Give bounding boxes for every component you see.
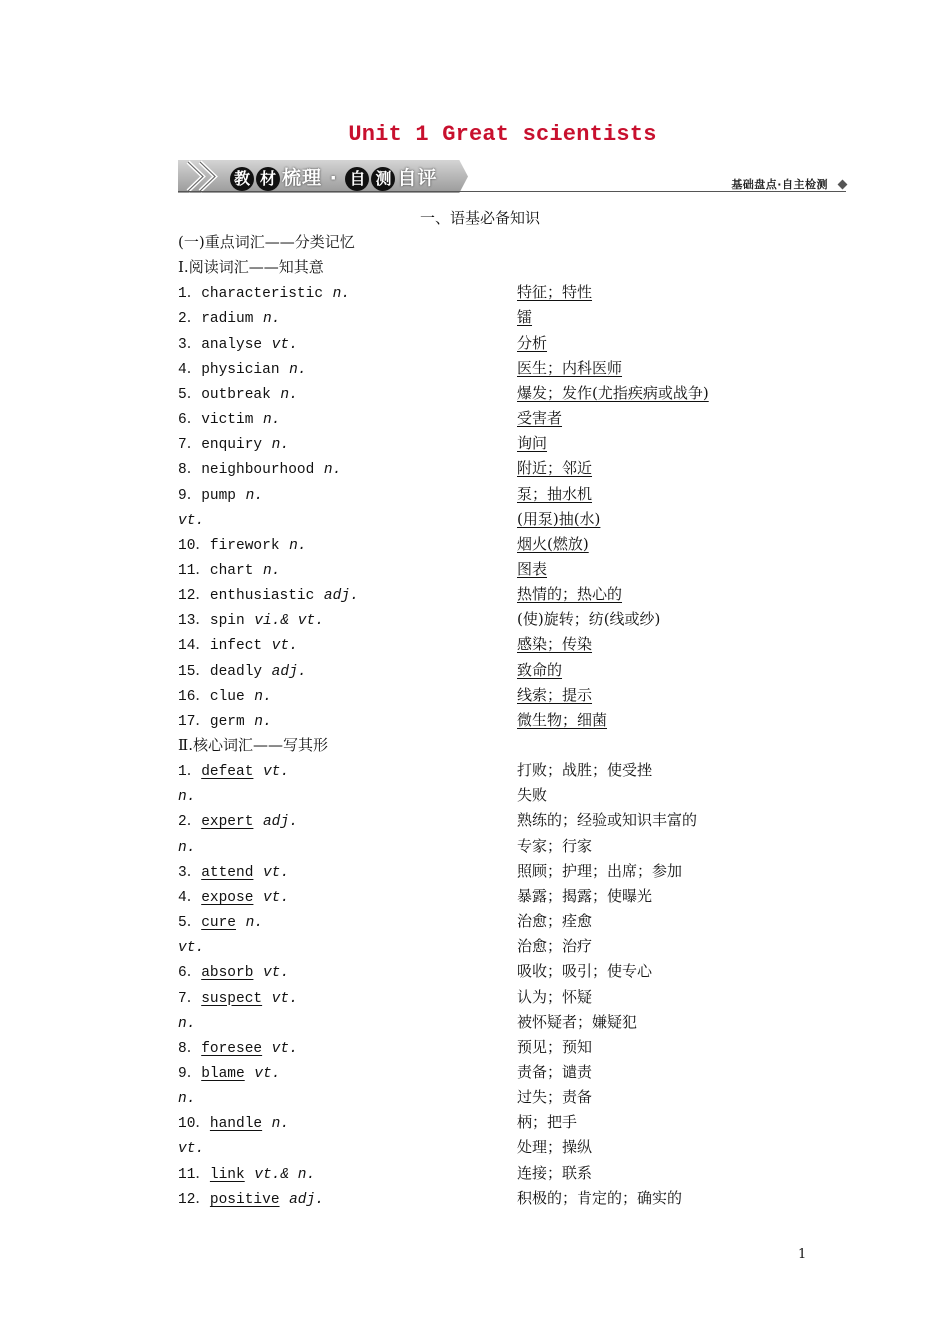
vocab-word: suspect	[201, 990, 263, 1007]
part-of-speech: vt.	[271, 990, 298, 1007]
meaning-cell	[517, 784, 547, 806]
part-of-speech: n.	[245, 915, 263, 932]
vocab-row	[178, 306, 280, 328]
part-of-speech: n.	[178, 839, 196, 856]
meaning-cell	[517, 583, 622, 605]
vocab-row	[178, 935, 204, 957]
meaning-cell	[517, 306, 532, 328]
vocab-row	[178, 1162, 315, 1184]
item-number: 4．	[178, 889, 202, 906]
item-number: 5．	[178, 386, 202, 403]
vocab-word: pump	[201, 487, 237, 504]
vocab-meaning: 镭	[517, 308, 533, 327]
diamond-icon	[838, 180, 848, 190]
banner-char: 自	[345, 167, 369, 191]
item-number: 12．	[178, 588, 210, 605]
vocab-meaning: (用泵)抽(水)	[517, 509, 601, 528]
item-number: 15．	[178, 663, 210, 680]
vocab-word: foresee	[201, 1040, 263, 1057]
part-of-speech: vt.	[262, 889, 290, 906]
vocab-row	[178, 357, 306, 379]
meaning-cell	[517, 935, 592, 957]
vocab-meaning: 吸收；吸引；使专心	[517, 962, 653, 981]
vocab-word: attend	[201, 864, 254, 881]
vocab-row	[178, 1036, 298, 1058]
part-of-speech: vt.	[178, 1141, 205, 1158]
meaning-cell	[517, 1086, 592, 1108]
meaning-cell	[517, 684, 592, 706]
meaning-cell	[517, 1162, 592, 1184]
vocab-row	[178, 659, 306, 681]
meaning-cell	[517, 1136, 592, 1158]
part-of-speech: vt.	[262, 864, 290, 881]
part-of-speech: vt.	[262, 764, 290, 781]
vocab-meaning: 连接；联系	[517, 1163, 593, 1182]
vocab-meaning: 图表	[517, 559, 548, 578]
vocab-word: positive	[209, 1191, 280, 1208]
meaning-cell	[517, 608, 660, 630]
meaning-cell	[517, 332, 547, 354]
item-number: 2．	[178, 311, 202, 328]
part-of-speech: n.	[289, 361, 307, 378]
vocab-row	[178, 382, 298, 404]
vocab-row	[178, 332, 298, 354]
vocab-meaning: 暴露；揭露；使曝光	[517, 886, 653, 905]
part-of-speech: adj.	[271, 663, 307, 680]
vocab-row	[178, 608, 324, 630]
item-number: 10．	[178, 1116, 210, 1133]
part-of-speech: vt.	[178, 512, 205, 529]
meaning-cell	[517, 1036, 592, 1058]
vocab-meaning: 爆发；发作(尤指疾病或战争)	[517, 383, 709, 402]
vocab-word: cure	[201, 915, 237, 932]
meaning-cell	[517, 457, 592, 479]
vocab-meaning: 烟火(燃放)	[517, 534, 589, 553]
vocab-meaning: 处理；操纵	[517, 1138, 593, 1157]
vocab-word: link	[209, 1166, 245, 1183]
vocab-row	[178, 986, 298, 1008]
vocab-word: blame	[201, 1065, 245, 1082]
item-number: 3．	[178, 336, 202, 353]
vocab-row	[178, 759, 289, 781]
vocab-word: deadly	[209, 663, 263, 680]
banner-dot: ·	[329, 167, 338, 189]
meaning-cell	[517, 1011, 637, 1033]
vocab-word: enquiry	[201, 437, 263, 454]
vocab-row	[178, 860, 289, 882]
list-heading: Ⅱ.核心词汇——写其形	[178, 736, 328, 754]
list-heading: Ⅰ.阅读词汇——知其意	[178, 258, 324, 277]
vocab-meaning: 热情的；热心的	[517, 585, 623, 604]
meaning-cell	[517, 960, 652, 982]
vocab-meaning: 认为；怀疑	[517, 987, 593, 1006]
vocab-meaning: 柄；把手	[517, 1113, 578, 1132]
item-number: 7．	[178, 437, 202, 454]
meaning-cell	[517, 759, 652, 781]
vocab-meaning: 熟练的；经验或知识丰富的	[517, 811, 698, 830]
part-of-speech: vt.	[254, 1065, 281, 1082]
part-of-speech: vt.	[271, 1040, 298, 1057]
item-number: 17．	[178, 713, 210, 730]
vocab-row	[178, 457, 341, 479]
vocab-meaning: 专家；行家	[517, 836, 593, 855]
vocab-meaning: 分析	[517, 333, 548, 352]
item-number: 9．	[178, 487, 202, 504]
part-of-speech: n.	[178, 1015, 196, 1032]
meaning-cell	[517, 281, 592, 303]
meaning-cell	[517, 1061, 592, 1083]
vocab-word: expert	[201, 814, 254, 831]
banner-char: 测	[371, 167, 395, 191]
vocab-word: characteristic	[201, 286, 324, 303]
meaning-cell	[517, 860, 682, 882]
meaning-cell	[517, 432, 547, 454]
banner-heading	[230, 163, 438, 191]
vocab-meaning: (使)旋转；纺(线或纱)	[517, 610, 661, 629]
vocab-row	[178, 633, 298, 655]
vocab-meaning: 线索；提示	[517, 685, 593, 704]
part-of-speech: n.	[178, 1091, 196, 1108]
part-of-speech: n.	[332, 286, 350, 303]
meaning-cell	[517, 1111, 577, 1133]
item-number: 14．	[178, 638, 210, 655]
vocab-word: analyse	[201, 336, 263, 353]
vocab-meaning: 治愈；治疗	[517, 937, 593, 956]
vocab-row	[178, 684, 272, 706]
part-of-speech: adj.	[323, 588, 359, 605]
meaning-cell	[517, 407, 562, 429]
vocab-row	[178, 1086, 195, 1108]
vocab-word: enthusiastic	[209, 588, 315, 605]
item-number: 7．	[178, 990, 202, 1007]
vocab-meaning: 治愈；痊愈	[517, 912, 593, 931]
vocab-word: outbreak	[201, 386, 271, 403]
meaning-cell	[517, 809, 697, 831]
banner-char: 自评	[397, 167, 438, 189]
vocab-word: victim	[201, 412, 254, 429]
part-of-speech: vt.	[271, 638, 298, 655]
vocab-row	[178, 835, 195, 857]
vocab-row	[178, 508, 204, 530]
item-number: 9．	[178, 1065, 202, 1082]
part-of-speech: n.	[254, 688, 272, 705]
item-number: 8．	[178, 1040, 202, 1057]
vocab-word: clue	[209, 688, 245, 705]
vocab-meaning: 积极的；肯定的；确实的	[517, 1188, 683, 1207]
item-number: 1．	[178, 286, 202, 303]
vocab-meaning: 致命的	[517, 660, 563, 679]
part-of-speech: vt.	[271, 336, 298, 353]
part-of-speech: n.	[289, 537, 307, 554]
section-title: 一、语基必备知识	[419, 209, 540, 227]
part-of-speech: vt.& n.	[254, 1166, 316, 1183]
vocab-row	[178, 885, 289, 907]
vocab-row	[178, 1061, 280, 1083]
vocab-row	[178, 784, 195, 806]
vocab-row	[178, 1187, 324, 1209]
vocab-row	[178, 407, 280, 429]
section-banner	[178, 160, 848, 194]
item-number: 5．	[178, 915, 202, 932]
vocab-word: radium	[201, 311, 254, 328]
part-of-speech: n.	[262, 412, 281, 429]
item-number: 10．	[178, 537, 210, 554]
page-title: Unit 1 Great scientists	[348, 122, 657, 147]
vocab-meaning: 医生；内科医师	[517, 358, 623, 377]
part-of-speech: n.	[280, 386, 298, 403]
vocab-row	[178, 910, 263, 932]
item-number: 3．	[178, 864, 202, 881]
part-of-speech: n.	[262, 562, 281, 579]
vocab-word: neighbourhood	[201, 462, 315, 479]
vocab-word: chart	[209, 562, 254, 579]
meaning-cell	[517, 659, 562, 681]
vocab-meaning: 预见；预知	[517, 1037, 593, 1056]
meaning-cell	[517, 558, 547, 580]
vocab-row	[178, 1111, 289, 1133]
part-of-speech: vi.& vt.	[254, 613, 324, 630]
vocab-meaning: 询问	[517, 434, 548, 453]
vocab-row	[178, 558, 280, 580]
banner-subtitle: 基础盘点·自主检测	[731, 178, 828, 191]
vocab-row	[178, 960, 289, 982]
vocab-meaning: 受害者	[517, 409, 563, 428]
item-number: 12．	[178, 1191, 210, 1208]
meaning-cell	[517, 483, 592, 505]
meaning-cell	[517, 986, 592, 1008]
item-number: 2．	[178, 814, 202, 831]
vocab-meaning: 打败；战胜；使受挫	[517, 761, 653, 780]
vocab-row	[178, 1011, 195, 1033]
vocab-meaning: 附近；邻近	[517, 459, 593, 478]
part-of-speech: n.	[254, 713, 272, 730]
item-number: 6．	[178, 412, 202, 429]
meaning-cell	[517, 533, 589, 555]
vocab-meaning: 照顾；护理；出席；参加	[517, 861, 683, 880]
vocab-meaning: 被怀疑者；嫌疑犯	[517, 1012, 638, 1031]
vocab-word: germ	[209, 713, 245, 730]
vocab-row	[178, 1136, 204, 1158]
vocab-meaning: 泵；抽水机	[517, 484, 593, 503]
item-number: 6．	[178, 965, 202, 982]
part-of-speech: adj.	[262, 814, 298, 831]
vocab-word: firework	[209, 537, 280, 554]
item-number: 8．	[178, 462, 202, 479]
part-of-speech: n.	[262, 311, 281, 328]
vocab-word: spin	[209, 613, 245, 630]
banner-char: 梳理	[282, 167, 323, 189]
item-number: 13．	[178, 613, 210, 630]
part-of-speech: n.	[323, 462, 342, 479]
vocab-row	[178, 483, 263, 505]
list-heading: (一)重点词汇——分类记忆	[178, 233, 355, 251]
part-of-speech: n.	[271, 1116, 290, 1133]
vocab-word: expose	[201, 889, 254, 906]
item-number: 11．	[178, 1166, 210, 1183]
vocab-word: physician	[201, 361, 280, 378]
meaning-cell	[517, 1187, 682, 1209]
vocab-meaning: 微生物；细菌	[517, 710, 608, 729]
vocab-row	[178, 583, 359, 605]
vocab-meaning: 过失；责备	[517, 1088, 593, 1107]
vocab-row	[178, 281, 350, 303]
vocab-row	[178, 709, 272, 731]
vocab-word: absorb	[201, 965, 254, 982]
vocab-row	[178, 533, 306, 555]
page-number: 1	[798, 1247, 807, 1262]
part-of-speech: n.	[271, 437, 290, 454]
vocab-meaning: 失败	[517, 786, 548, 805]
part-of-speech: vt.	[178, 940, 205, 957]
meaning-cell	[517, 709, 607, 731]
meaning-cell	[517, 382, 709, 404]
vocab-meaning: 感染；传染	[517, 635, 593, 654]
vocab-word: defeat	[201, 764, 254, 781]
meaning-cell	[517, 910, 592, 932]
banner-char: 教	[230, 167, 254, 191]
meaning-cell	[517, 508, 600, 530]
part-of-speech: n.	[245, 487, 263, 504]
part-of-speech: vt.	[262, 965, 290, 982]
item-number: 4．	[178, 361, 202, 378]
vocab-word: handle	[209, 1116, 263, 1133]
vocab-meaning: 特征；特性	[517, 283, 593, 302]
item-number: 16．	[178, 688, 210, 705]
vocab-row	[178, 809, 298, 831]
part-of-speech: n.	[178, 789, 196, 806]
vocab-meaning: 责备；谴责	[517, 1062, 593, 1081]
vocab-row	[178, 432, 289, 454]
meaning-cell	[517, 835, 592, 857]
meaning-cell	[517, 357, 622, 379]
meaning-cell	[517, 633, 592, 655]
item-number: 11．	[178, 562, 210, 579]
meaning-cell	[517, 885, 652, 907]
double-chevron-icon	[178, 160, 228, 193]
part-of-speech: adj.	[289, 1191, 324, 1208]
banner-char: 材	[256, 167, 280, 191]
vocab-word: infect	[209, 638, 263, 655]
item-number: 1．	[178, 764, 202, 781]
